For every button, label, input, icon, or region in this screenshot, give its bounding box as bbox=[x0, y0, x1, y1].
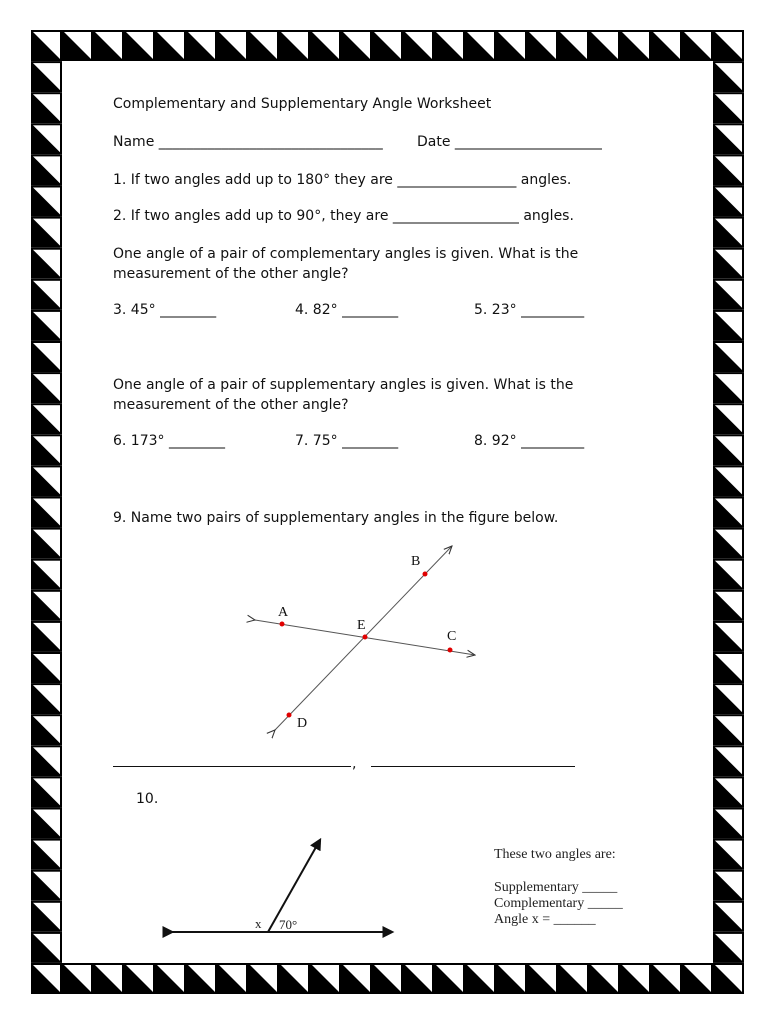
border-tile bbox=[32, 249, 61, 278]
border-tile bbox=[590, 31, 619, 60]
angle-figure bbox=[160, 830, 410, 950]
border-tile bbox=[32, 622, 61, 651]
border-tile bbox=[714, 280, 743, 309]
border-tile bbox=[714, 622, 743, 651]
border-tile bbox=[435, 31, 464, 60]
border-tile bbox=[32, 809, 61, 838]
border-tile bbox=[683, 964, 712, 993]
border-tile bbox=[63, 31, 92, 60]
question-3: 3. 45° ________ bbox=[113, 302, 217, 318]
border-tile bbox=[621, 964, 650, 993]
border-tile bbox=[32, 498, 61, 527]
border-tile bbox=[714, 809, 743, 838]
label-e: E bbox=[357, 618, 366, 633]
border-tile bbox=[714, 840, 743, 869]
border-tile bbox=[714, 684, 743, 713]
q10-supplementary: Supplementary _____ bbox=[494, 880, 618, 895]
border-tile bbox=[714, 902, 743, 931]
border-tile bbox=[714, 746, 743, 775]
question-1: 1. If two angles add up to 180° they are _________________ angles. bbox=[113, 172, 572, 188]
border-tile bbox=[280, 964, 309, 993]
point-a bbox=[280, 622, 285, 627]
border-tile bbox=[32, 746, 61, 775]
border-tile bbox=[187, 964, 216, 993]
border-tile bbox=[683, 31, 712, 60]
border-tile bbox=[342, 964, 371, 993]
question-7: 7. 75° ________ bbox=[295, 433, 399, 449]
border-tile bbox=[559, 964, 588, 993]
border-tile bbox=[714, 529, 743, 558]
border-tile bbox=[714, 591, 743, 620]
border-tile bbox=[249, 31, 278, 60]
border-tile bbox=[32, 529, 61, 558]
border-tile bbox=[32, 155, 61, 184]
border-tile bbox=[311, 31, 340, 60]
border-tile bbox=[32, 653, 61, 682]
q10-angle-x: Angle x = ______ bbox=[494, 912, 596, 927]
border-tile bbox=[714, 187, 743, 216]
label-b: B bbox=[411, 554, 421, 569]
question-5: 5. 23° _________ bbox=[474, 302, 585, 318]
border-tile bbox=[621, 31, 650, 60]
complementary-instruction: One angle of a pair of complementary angles is given. What is the measurement of the other angle? bbox=[113, 246, 579, 282]
border-tile bbox=[714, 560, 743, 589]
border-tile bbox=[714, 249, 743, 278]
border-tile bbox=[714, 466, 743, 495]
border-tile bbox=[32, 62, 61, 91]
border-tile bbox=[63, 964, 92, 993]
border-tile bbox=[714, 435, 743, 464]
border-tile bbox=[218, 31, 247, 60]
border-tile bbox=[32, 342, 61, 371]
border-tile bbox=[32, 31, 61, 60]
border-tile bbox=[714, 653, 743, 682]
border-tile bbox=[714, 404, 743, 433]
point-e bbox=[363, 635, 368, 640]
border-tile bbox=[280, 31, 309, 60]
border-tile bbox=[559, 31, 588, 60]
border-tile bbox=[125, 31, 154, 60]
border-tile bbox=[32, 280, 61, 309]
border-tile bbox=[342, 31, 371, 60]
border-tile bbox=[714, 373, 743, 402]
label-c: C bbox=[447, 629, 457, 644]
border-tile bbox=[32, 404, 61, 433]
border-tile bbox=[94, 964, 123, 993]
border-tile bbox=[714, 62, 743, 91]
border-tile bbox=[466, 31, 495, 60]
point-b bbox=[423, 572, 428, 577]
border-tile bbox=[156, 964, 185, 993]
border-tile bbox=[590, 964, 619, 993]
border-tile bbox=[466, 964, 495, 993]
q10-complementary: Complementary _____ bbox=[494, 896, 623, 911]
border-tile bbox=[32, 124, 61, 153]
border-tile bbox=[32, 93, 61, 122]
angle-70-label: 70° bbox=[279, 917, 298, 932]
border-tile bbox=[714, 715, 743, 744]
worksheet-title: Complementary and Supplementary Angle Worksheet bbox=[113, 96, 492, 112]
question-2: 2. If two angles add up to 90°, they are __________________ angles. bbox=[113, 208, 574, 224]
border-tile bbox=[373, 31, 402, 60]
border-tile bbox=[218, 964, 247, 993]
border-tile bbox=[32, 684, 61, 713]
border-tile bbox=[528, 31, 557, 60]
angle-x-label: x bbox=[255, 916, 262, 931]
border-tile bbox=[497, 964, 526, 993]
border-tile bbox=[714, 871, 743, 900]
border-tile bbox=[32, 466, 61, 495]
border-tile bbox=[714, 31, 743, 60]
border-tile bbox=[125, 964, 154, 993]
border-tile bbox=[435, 964, 464, 993]
border-tile bbox=[32, 902, 61, 931]
border-tile bbox=[311, 964, 340, 993]
border-tile bbox=[652, 31, 681, 60]
border-tile bbox=[32, 560, 61, 589]
border-tile bbox=[32, 964, 61, 993]
q10-prompt: These two angles are: bbox=[494, 847, 616, 862]
question-9: 9. Name two pairs of supplementary angles in the figure below. bbox=[113, 510, 559, 526]
border-tile bbox=[32, 311, 61, 340]
label-d: D bbox=[297, 716, 308, 731]
question-10: 10. bbox=[136, 791, 159, 807]
border-tile bbox=[32, 591, 61, 620]
name-field-label: Name ________________________________ bbox=[113, 134, 383, 150]
question-4: 4. 82° ________ bbox=[295, 302, 399, 318]
border-tile bbox=[497, 31, 526, 60]
border-tile bbox=[32, 840, 61, 869]
intersecting-lines-figure bbox=[240, 540, 500, 740]
border-tile bbox=[32, 373, 61, 402]
border-tile bbox=[32, 871, 61, 900]
border-tile bbox=[32, 933, 61, 962]
border-tile bbox=[32, 218, 61, 247]
border-tile bbox=[32, 777, 61, 806]
border-tile bbox=[714, 777, 743, 806]
answer-comma: , bbox=[352, 756, 357, 772]
question-6: 6. 173° ________ bbox=[113, 433, 225, 449]
answer-line-1[interactable] bbox=[113, 766, 351, 767]
border-tile bbox=[32, 435, 61, 464]
border-tile bbox=[714, 964, 743, 993]
border-tile bbox=[32, 715, 61, 744]
border-tile bbox=[714, 311, 743, 340]
border-tile bbox=[714, 933, 743, 962]
border-tile bbox=[652, 964, 681, 993]
border-tile bbox=[94, 31, 123, 60]
border-tile bbox=[32, 187, 61, 216]
border-tile bbox=[404, 31, 433, 60]
border-tile bbox=[404, 964, 433, 993]
supplementary-instruction: One angle of a pair of supplementary angles is given. What is the measurement of the other angle? bbox=[113, 377, 574, 413]
date-field-label: Date _____________________ bbox=[417, 134, 602, 150]
border-tile bbox=[714, 218, 743, 247]
border-tile bbox=[714, 155, 743, 184]
label-a: A bbox=[278, 605, 289, 620]
border-tile bbox=[156, 31, 185, 60]
question-8: 8. 92° _________ bbox=[474, 433, 585, 449]
border-tile bbox=[528, 964, 557, 993]
border-tile bbox=[249, 964, 278, 993]
answer-line-2[interactable] bbox=[371, 766, 575, 767]
border-tile bbox=[714, 498, 743, 527]
border-tile bbox=[187, 31, 216, 60]
border-tile bbox=[714, 124, 743, 153]
border-tile bbox=[373, 964, 402, 993]
border-tile bbox=[714, 93, 743, 122]
point-d bbox=[287, 713, 292, 718]
point-c bbox=[448, 648, 453, 653]
border-tile bbox=[714, 342, 743, 371]
